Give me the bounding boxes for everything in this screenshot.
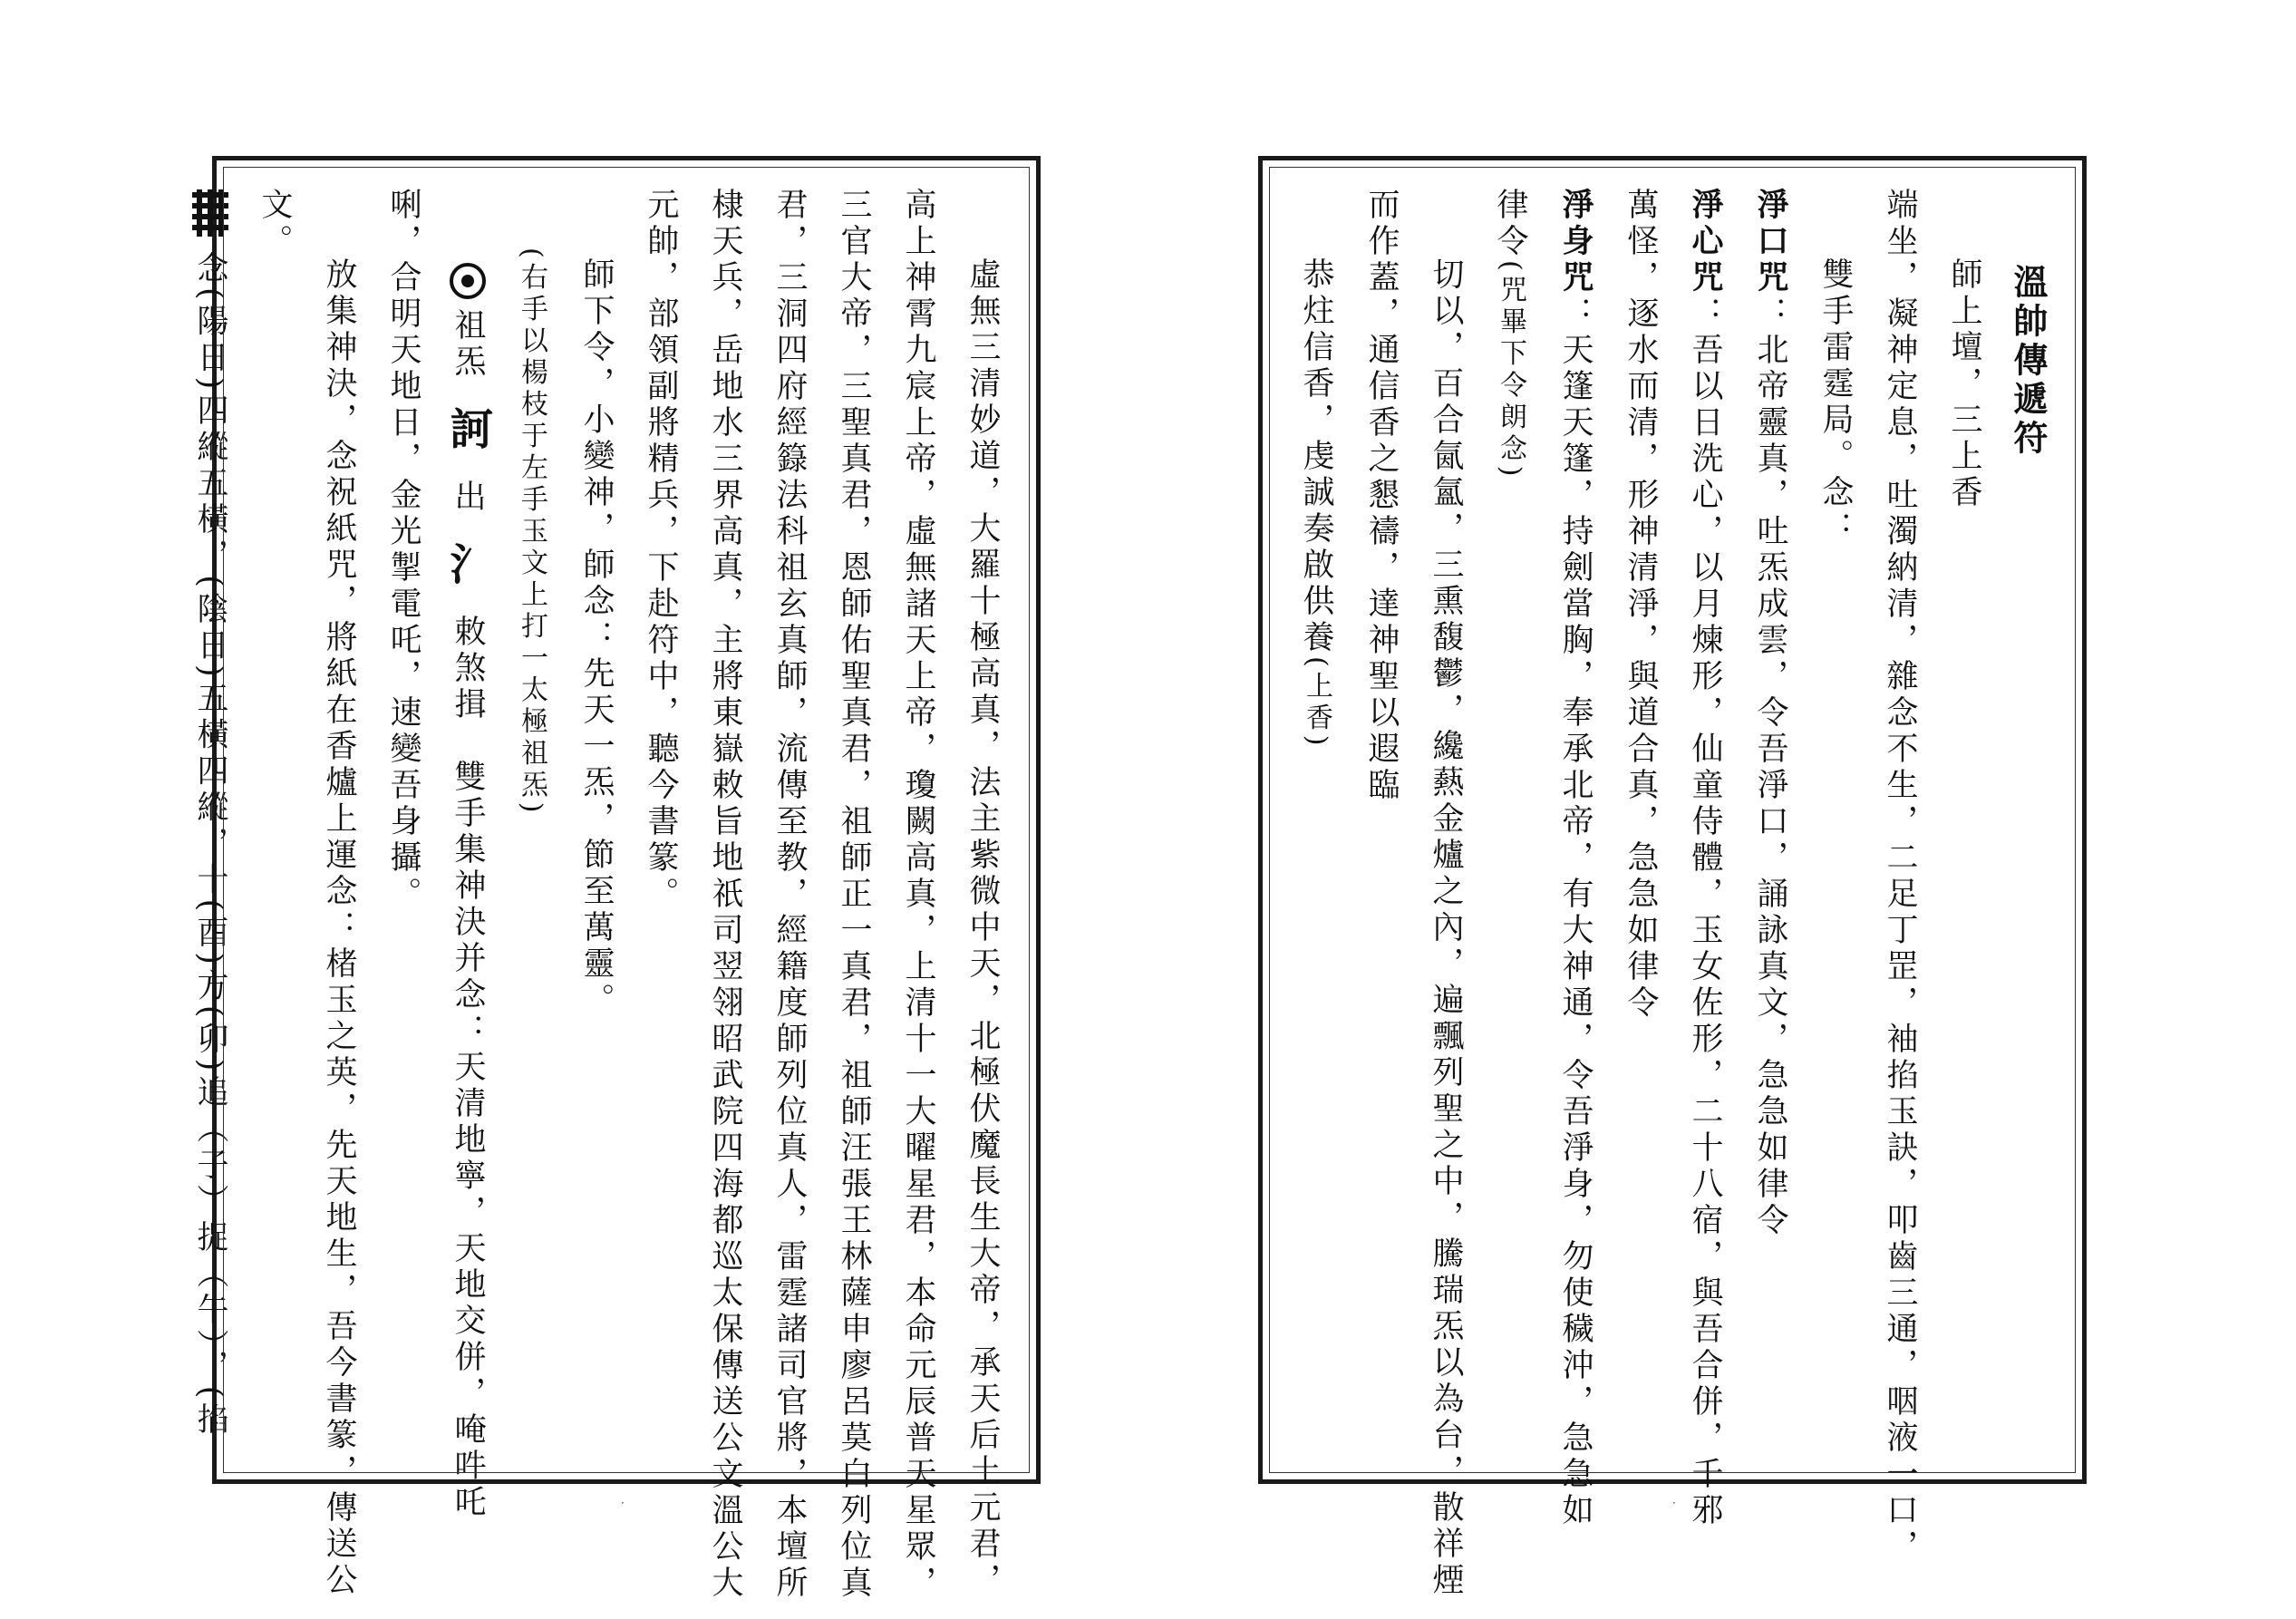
right-page bbox=[1258, 156, 2087, 1599]
zuqi-line bbox=[435, 188, 499, 1521]
jingshen-cont-text: 律令 bbox=[1492, 188, 1528, 260]
order-line: 師下令，小變神，師念：先天一炁，節至萬靈。 bbox=[578, 257, 615, 1019]
qie-continuation: 而作蓋，通信香之懇禱，達神聖以遐臨 bbox=[1363, 188, 1400, 804]
invocation-line-4: 君，三洞四府經籙法科祖玄真師，流傳至教，經籍度師列位真人，雷霆諸司官將，本壇所 bbox=[771, 188, 808, 1602]
talisman-glyph-water: 氵 bbox=[442, 541, 493, 589]
jingxin-continuation: 萬怪，逐水而清，形神清淨，與道合真，急急如律令 bbox=[1623, 188, 1659, 1022]
jingshen-continuation bbox=[1477, 188, 1543, 1452]
incense-line: 師上壇，三上香 bbox=[1946, 257, 1982, 511]
jingshen-text: ：天篷天篷，持劍當胸，奉承北帝，有大神通，令吾淨身，勿使穢沖，急急如 bbox=[1557, 296, 1594, 1529]
right-page-text bbox=[1284, 188, 2060, 1599]
jingshen-label: 淨身咒 bbox=[1557, 188, 1594, 296]
wen-line: 文。 bbox=[257, 188, 293, 260]
invocation-line-1: 虛無三清妙道，大羅十極高真，法主紫微中天，北極伏魔長生大帝，承天后土元君， bbox=[964, 257, 1001, 1599]
page-title: 溫帥傳遞符 bbox=[2008, 263, 2049, 459]
jingxin-label: 淨心咒 bbox=[1687, 188, 1724, 296]
talisman-glyph-he: 訶 bbox=[442, 406, 493, 454]
taiji-symbol-icon bbox=[450, 263, 486, 299]
jingxin-line bbox=[1672, 188, 1738, 1529]
left-page-text bbox=[192, 188, 1014, 1602]
invocation-line-6: 元帥，部領副將精兵，下赴符中，聽今書篆。 bbox=[643, 188, 679, 913]
right-page-number: ． bbox=[1672, 1493, 1684, 1506]
grid-talisman-icon bbox=[189, 188, 232, 238]
grid-line bbox=[178, 188, 242, 1452]
meditation-line: 端坐，凝神定息，吐濁納清，雜念不生，二足丁罡，袖掐玉訣，叩齒三通，咽液一口， bbox=[1882, 188, 1918, 1566]
continuation-line: 唎，合明天地日，金光掣電吒，速變吾身攝。 bbox=[385, 188, 421, 913]
left-page-number: ． bbox=[621, 1493, 633, 1506]
gong-note: (上香) bbox=[1301, 656, 1332, 751]
qie-line: 切以，百合氤氳，三熏馥鬱，纔爇金爐之內，遍飄列聖之中，騰瑞炁以為台，散祥煙 bbox=[1428, 257, 1464, 1599]
left-page bbox=[192, 156, 1041, 1602]
invocation-line-5: 棣天兵，岳地水三界高真，主將東嶽敕旨地祇司翌翎昭武院四海都巡太保傳送公文溫公大 bbox=[707, 188, 743, 1602]
gong-text: 恭炷信香，虔誠奏啟供養 bbox=[1298, 257, 1334, 656]
jingkou-label: 淨口咒 bbox=[1752, 188, 1789, 296]
thunder-line: 雙手雷霆局。念： bbox=[1817, 257, 1854, 548]
chishayi-text: 敕煞揖 雙手集神決并念：天清地寧，天地交併，唵吽吒 bbox=[450, 615, 486, 1521]
jingkou-text: ：北帝靈真，吐炁成雲，令吾淨口，誦詠真文，急急如律令 bbox=[1752, 296, 1788, 1239]
zuqi-label: 祖炁 bbox=[450, 308, 486, 381]
jingxin-text: ：吾以日洗心，以月煉形，仙童侍體，玉女佐形，二十八宿，與吾合併，千邪 bbox=[1687, 296, 1723, 1529]
invocation-line-2: 高上神霄九宸上帝，虛無諸天上帝，瓊闕高真，上清十一大曜星君，本命元辰普天星眾， bbox=[900, 188, 936, 1602]
chu-label: 出 bbox=[450, 480, 486, 516]
zhizhou-line: 放集神決，念祝紙咒，將紙在香爐上運念：楮玉之英，先天地生，吾今書篆，傳送公 bbox=[321, 257, 357, 1599]
invocation-line-3: 三官大帝，三聖真君，恩師佑聖真君，祖師正一真君，祖師汪張王林薩申廖呂莫白列位真 bbox=[836, 188, 872, 1602]
gong-line bbox=[1284, 188, 1349, 1452]
jingkou-line bbox=[1738, 188, 1803, 1452]
jingshen-note: (咒畢下令朗念) bbox=[1495, 260, 1526, 481]
grid-instruction: 念(陽日)四縱五橫，(陰日)五橫四縱，十(酉)方(卯)追（子）捉（午），(掐 bbox=[192, 251, 228, 1440]
taiji-note: (右手以楊枝于左手玉文上打一太極祖炁) bbox=[516, 247, 547, 818]
jingshen-line bbox=[1543, 188, 1608, 1529]
